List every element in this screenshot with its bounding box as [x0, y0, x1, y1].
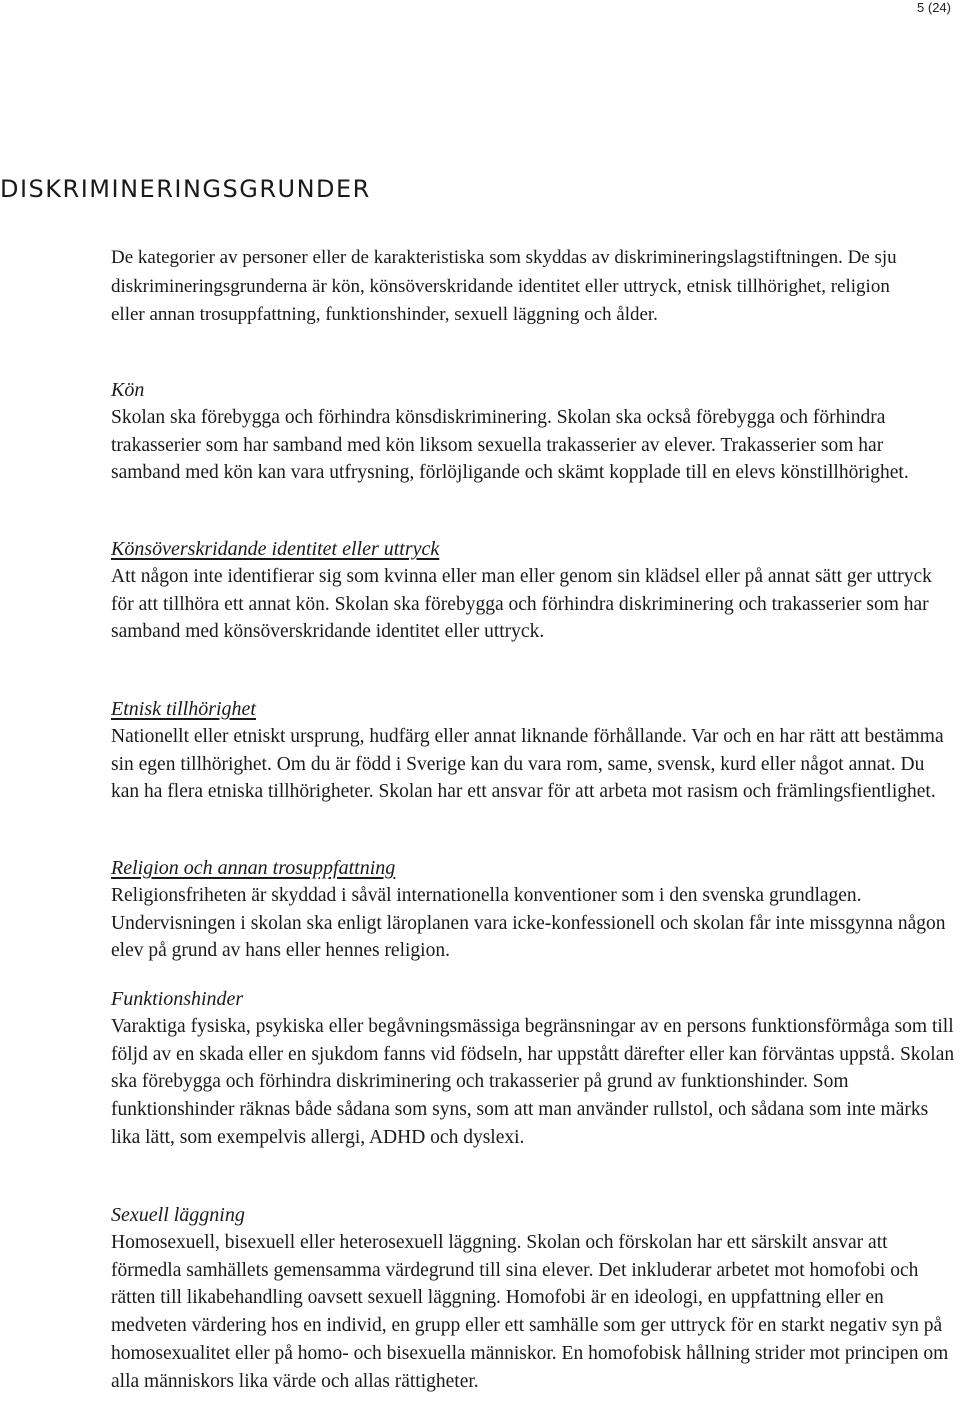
section-konsoverskridande [111, 535, 957, 646]
section-body: Varaktiga fysiska, psykiska eller begåvningsmässiga begränsningar av en persons funktionsförmåga som till följd av en skada eller en sjukdom fanns vid födseln, har uppstått därefter eller kan förväntas uppstå. Skolan ska förebygga och förhindra diskriminering och trakasserier på grund av funktionshinder. Som funktionshinder räknas både sådana som syns, som att man använder rullstol, och sådana som inte märks lika lätt, som exempelvis allergi, ADHD och dyslexi. [111, 1016, 955, 1148]
section-heading: Kön [111, 379, 145, 401]
section-sexuell-laggning [111, 1201, 957, 1395]
page-number: 5 (24) [917, 0, 951, 15]
section-body: Skolan ska förebygga och förhindra könsdiskriminering. Skolan ska också förebygga och förhindra trakasserier som har samband med kön liksom sexuella trakasserier av elever. Trakasserier som har samband med kön kan vara utfrysning, förlöjligande och skämt kopplade till en elevs könstillhörighet. [111, 407, 909, 484]
section-body: Att någon inte identifierar sig som kvinna eller man eller genom sin klädsel eller på annat sätt ger uttryck för att tillhöra ett annat kön. Skolan ska förebygga och förhindra diskriminering och trakasserier som har samband med könsöverskridande identitet eller uttryck. [111, 566, 932, 643]
page-title: DISKRIMINERINGSGRUNDER [0, 175, 371, 203]
section-kon [111, 376, 957, 487]
section-body: Religionsfriheten är skyddad i såväl internationella konventioner som i den svenska grundlagen. Undervisningen i skolan ska enligt läroplanen vara icke-konfessionell och skolan får inte missgynna någon elev på grund av hans eller hennes religion. [111, 885, 946, 962]
section-body: Nationellt eller etniskt ursprung, hudfärg eller annat liknande förhållande. Var och en har rätt att bestämma sin egen tillhörighet. Om du är född i Sverige kan du vara rom, same, svensk, kurd eller något annat. Du kan ha flera etniska tillhörigheter. Skolan har ett ansvar för att arbeta mot rasism och främlingsfientlighet. [111, 726, 944, 803]
section-heading: Funktionshinder [111, 988, 244, 1010]
section-religion [111, 854, 957, 965]
section-etnisk-tillhorighet [111, 695, 957, 806]
intro-paragraph: De kategorier av personer eller de karakteristiska som skyddas av diskrimineringslagstiftningen. De sju diskrimineringsgrunderna är kön, könsöverskridande identitet eller uttryck, etnisk tillhörighet, religion eller annan trosuppfattning, funktionshinder, sexuell läggning och ålder. [111, 247, 897, 325]
section-heading: Sexuell läggning [111, 1204, 245, 1226]
section-funktionshinder [111, 985, 957, 1152]
section-body: Homosexuell, bisexuell eller heterosexuell läggning. Skolan och förskolan har ett särskilt ansvar att förmedla samhällets gemensamma värdegrund till sina elever. Det inkluderar arbetet mot homofobi och rätten till likabehandling oavsett sexuell läggning. Homofobi är en ideologi, en uppfattning eller en medveten värdering hos en individ, en grupp eller ett samhälle som ger uttryck för en starkt negativ syn på homosexualitet eller på homo- och bisexuella människor. En homofobisk hållning strider mot principen om alla människors lika värde och allas rättigheter. [111, 1232, 949, 1392]
section-heading: Könsöverskridande identitet eller uttryck [111, 538, 440, 560]
section-heading: Religion och annan trosuppfattning [111, 857, 396, 879]
section-heading: Etnisk tillhörighet [111, 698, 256, 720]
